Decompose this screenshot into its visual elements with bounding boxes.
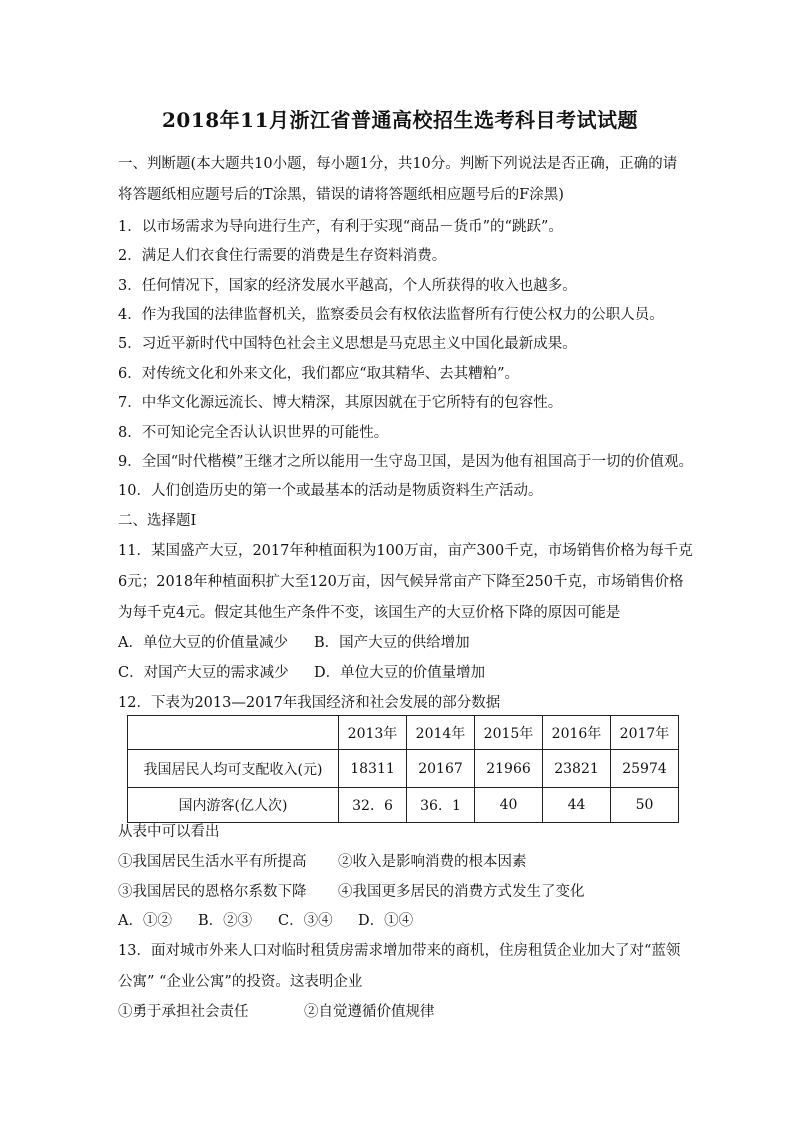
judgment-item-2: 2．满足人们衣食住行需要的消费是生存资料消费。 xyxy=(118,248,447,264)
q13-statement-1: ①勇于承担社会责任 xyxy=(118,1004,249,1020)
table-cell: 50 xyxy=(611,788,679,823)
q11-option-b: B．国产大豆的供给增加 xyxy=(314,635,470,651)
table-cell: 23821 xyxy=(543,750,611,788)
q11-option-a: A．单位大豆的价值量减少 xyxy=(118,635,288,651)
judgment-item-9: 9．全国“时代楷模”王继才之所以能用一生守岛卫国，是因为他有祖国高于一切的价值观。 xyxy=(118,454,694,470)
judgment-item-3: 3．任何情况下，国家的经济发展水平越高，个人所获得的收入也越多。 xyxy=(118,278,577,294)
q11-option-c: C．对国产大豆的需求减少 xyxy=(118,665,289,681)
judgment-item-6: 6．对传统文化和外来文化，我们都应“取其精华、去其糟粕”。 xyxy=(118,366,520,382)
table-cell: 18311 xyxy=(339,750,407,788)
q12-option-a: A．①② xyxy=(118,913,172,929)
q12-option-d: D．①④ xyxy=(358,913,414,929)
table-row xyxy=(128,788,679,823)
q12-option-c: C．③④ xyxy=(278,913,333,929)
table-row-label-income: 我国居民人均可支配收入(元) xyxy=(128,750,339,788)
q12-stem: 12．下表为2013—2017年我国经济和社会发展的部分数据 xyxy=(118,695,501,711)
judgment-item-10: 10．人们创造历史的第一个或最基本的活动是物质资料生产活动。 xyxy=(118,483,543,499)
q13-stem-line1: 13．面对城市外来人口对临时租赁房需求增加带来的商机，住房租赁企业加大了对“蓝领 xyxy=(118,943,681,959)
q12-statement-1: ①我国居民生活水平有所提高 xyxy=(118,854,307,870)
table-year-2014: 2014年 xyxy=(407,716,475,750)
q13-statements-row1 xyxy=(118,1003,435,1021)
q12-statement-4: ④我国更多居民的消费方式发生了变化 xyxy=(338,884,585,900)
q13-statement-2: ②自觉遵循价值规律 xyxy=(304,1004,435,1020)
q12-statement-3: ③我国居民的恩格尔系数下降 xyxy=(118,884,307,900)
table-year-2013: 2013年 xyxy=(339,716,407,750)
judgment-item-7: 7．中华文化源远流长、博大精深，其原因就在于它所特有的包容性。 xyxy=(118,395,563,411)
table-cell: 36．1 xyxy=(407,788,475,823)
q12-statement-2: ②收入是影响消费的根本因素 xyxy=(338,854,527,870)
table-year-2017: 2017年 xyxy=(611,716,679,750)
judgment-item-1: 1．以市场需求为导向进行生产，有利于实现“商品－货币”的“跳跃”。 xyxy=(118,219,563,235)
judgment-item-8: 8．不可知论完全否认认识世界的可能性。 xyxy=(118,425,389,441)
table-cell: 44 xyxy=(543,788,611,823)
table-row-label-tourists: 国内游客(亿人次) xyxy=(128,788,339,823)
page-title: 2018年11月浙江省普通高校招生选考科目考试试题 xyxy=(162,108,638,132)
table-cell: 40 xyxy=(475,788,543,823)
judgment-item-5: 5．习近平新时代中国特色社会主义思想是马克思主义中国化最新成果。 xyxy=(118,336,577,352)
section1-heading-line2: 将答题纸相应题号后的T涂黑，错误的请将答题纸相应题号后的F涂黑) xyxy=(118,187,564,203)
q12-statements-row1 xyxy=(118,853,527,871)
table-cell: 32．6 xyxy=(339,788,407,823)
table-cell: 20167 xyxy=(407,750,475,788)
q11-stem-line2: 6元；2018年种植面积扩大至120万亩，因气候异常亩产下降至250千克，市场销售价格 xyxy=(118,574,684,590)
table-row xyxy=(128,750,679,788)
table-year-2015: 2015年 xyxy=(475,716,543,750)
data-table xyxy=(127,715,679,823)
q11-options-row1 xyxy=(118,634,470,652)
q11-options-row2 xyxy=(118,664,485,682)
table-cell: 25974 xyxy=(611,750,679,788)
table-corner-cell xyxy=(128,716,339,750)
q13-stem-line2: 公寓” “企业公寓”的投资。这表明企业 xyxy=(118,974,363,990)
table-cell: 21966 xyxy=(475,750,543,788)
section2-heading: 二、选择题I xyxy=(118,513,197,529)
q11-option-d: D．单位大豆的价值量增加 xyxy=(314,665,486,681)
table-year-2016: 2016年 xyxy=(543,716,611,750)
table-header-row xyxy=(128,716,679,750)
q11-stem-line1: 11．某国盛产大豆，2017年种植面积为100万亩，亩产300千克，市场销售价格为每千克 xyxy=(118,543,693,559)
q12-statements-row2 xyxy=(118,883,585,901)
judgment-item-4: 4．作为我国的法律监督机关，监察委员会有权依法监督所有行使公权力的公职人员。 xyxy=(118,307,664,323)
q12-after-table: 从表中可以看出 xyxy=(118,824,220,840)
q11-stem-line3: 为每千克4元。假定其他生产条件不变，该国生产的大豆价格下降的原因可能是 xyxy=(118,605,621,621)
q12-option-b: B．②③ xyxy=(198,913,253,929)
q12-options xyxy=(118,912,413,930)
section1-heading-line1: 一、判断题(本大题共10小题，每小题1分，共10分。判断下列说法是否正确，正确的请 xyxy=(118,156,678,172)
